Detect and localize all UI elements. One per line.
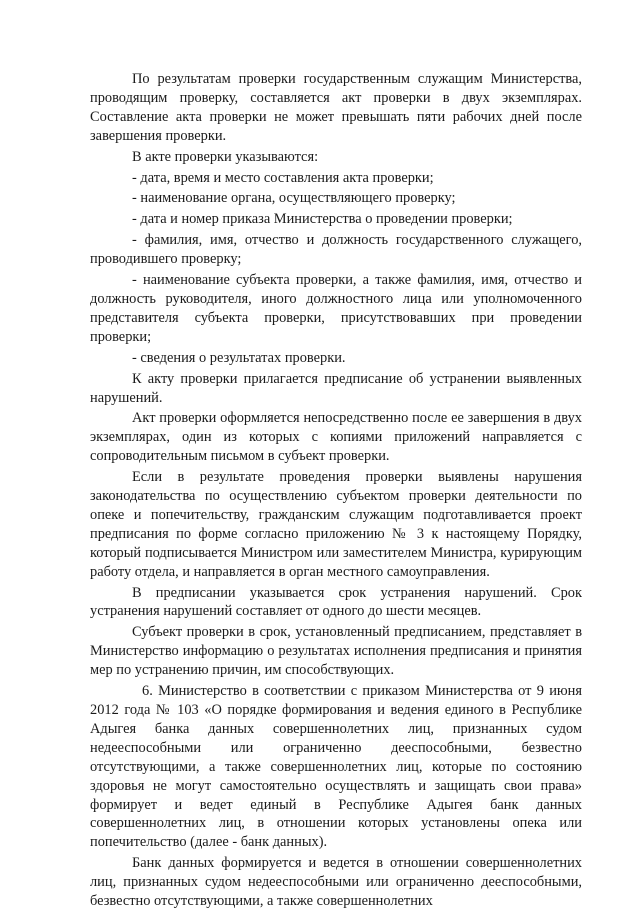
paragraph-act-contents-intro: В акте проверки указываются: [132, 148, 319, 165]
paragraph-violations-found: Если в результате проведения проверки выявлены нарушения законодательства по осуществлению субъектом проверки деятельности по опеке и попечительству, гражданским служащим подготавливается проект предписания по форме согласно приложению № 3 к настоящему Порядку, который подписывается Министром или заместителем Министра, курирующим работу отдела, и направляется в орган местного самоуправления. [90, 469, 582, 580]
paragraph-databank: Банк данных формируется и ведется в отношении совершеннолетних лиц, признанных судом недееспособными или ограниченно дееспособными, безвестно отсутствующими, а также совершеннолетних [90, 855, 582, 910]
paragraph-act-execution: Акт проверки оформляется непосредственно после ее завершения в двух экземплярах, один из которых с копиями приложений направляется с сопроводительным письмом в субъект проверки. [90, 410, 582, 465]
document-page [90, 70, 582, 913]
paragraph-subject-reports: Субъект проверки в срок, установленный предписанием, представляет в Министерство информацию о результатах исполнения предписания и принятия мер по устранению причин, им способствующих. [90, 624, 582, 679]
paragraph-section-6: 6. Министерство в соответствии с приказом Министерства от 9 июня 2012 года № 103 «О порядке формирования и ведения единого в Республике Адыгея банка данных совершеннолетних лиц, признанных судом недееспособными или ограниченно дееспособными, безвестно отсутствующими, а также совершеннолетних лиц, которые по состоянию здоровья не могут самостоятельно осуществлять и защищать свои права» формирует и ведет единый в Республике Адыгея банк данных совершеннолетних лиц, в отношении которых установлены опека или попечительство (далее - банк данных). [90, 683, 582, 851]
list-item: - фамилия, имя, отчество и должность государственного служащего, проводившего проверку; [90, 232, 582, 268]
paragraph-act-drafting: По результатам проверки государственным служащим Министерства, проводящим проверку, составляется акт проверки в двух экземплярах. Составление акта проверки не может превышать пяти рабочих дней после завершения проверки. [90, 71, 582, 144]
list-item: - дата, время и место составления акта проверки; [132, 169, 434, 186]
paragraph-prescription-attached: К акту проверки прилагается предписание об устранении выявленных нарушений. [90, 370, 582, 406]
list-item: - наименование субъекта проверки, а также фамилия, имя, отчество и должность руководителя, иного должностного лица или уполномоченного представителя субъекта проверки, присутствовавших при проведении проверки; [90, 272, 582, 345]
list-item: - наименование органа, осуществляющего проверку; [132, 190, 456, 207]
paragraph-deadline: В предписании указывается срок устранения нарушений. Срок устранения нарушений составляет от одного до шести месяцев. [90, 584, 582, 620]
list-item: - дата и номер приказа Министерства о проведении проверки; [132, 211, 513, 228]
list-item: - сведения о результатах проверки. [132, 349, 346, 366]
